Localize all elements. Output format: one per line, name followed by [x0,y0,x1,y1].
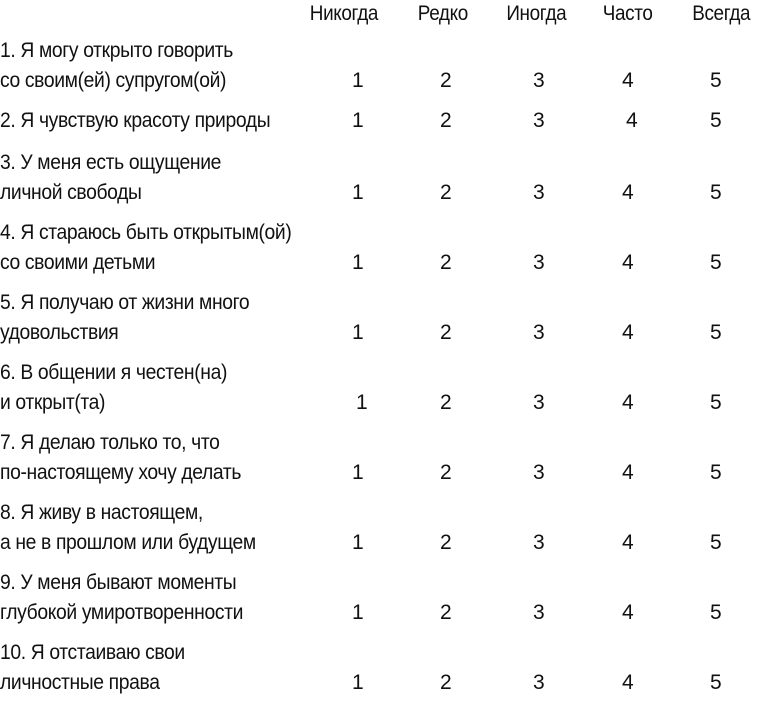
score-option-5[interactable]: 5 [710,321,722,344]
score-option-5[interactable]: 5 [710,601,722,624]
score-option-5[interactable]: 5 [710,251,722,274]
question-line: 2. Я чувствую красоту природы [0,109,271,132]
score-option-1[interactable]: 1 [352,321,364,344]
score-option-4[interactable]: 4 [622,321,634,344]
score-option-3[interactable]: 3 [533,531,545,554]
question-text [0,106,317,136]
question-line: по-настоящему хочу делать [0,461,242,484]
score-option-2[interactable]: 2 [440,109,452,132]
score-option-3[interactable]: 3 [533,461,545,484]
score-option-1[interactable]: 1 [352,531,364,554]
score-option-2[interactable]: 2 [440,321,452,344]
score-option-3[interactable]: 3 [533,601,545,624]
question-line: 5. Я получаю от жизни много [0,291,250,314]
score-option-2[interactable]: 2 [440,601,452,624]
header-never: Никогда [309,2,379,25]
question-text [0,638,317,698]
question-line: 1. Я могу открыто говорить [0,39,233,62]
question-line: 8. Я живу в настоящем, [0,501,203,524]
question-text [0,428,317,488]
question-line: личностные права [0,671,160,694]
question-item-10 [0,638,758,708]
score-option-2[interactable]: 2 [440,181,452,204]
question-line: 9. У меня бывают моменты [0,571,237,594]
score-option-1[interactable]: 1 [352,601,364,624]
score-option-4[interactable]: 4 [622,671,634,694]
score-option-3[interactable]: 3 [533,109,545,132]
question-text [0,568,317,628]
score-option-2[interactable]: 2 [440,531,452,554]
question-item-3 [0,148,758,218]
score-option-4[interactable]: 4 [626,109,638,132]
score-option-4[interactable]: 4 [622,531,634,554]
score-option-1[interactable]: 1 [352,461,364,484]
score-option-5[interactable]: 5 [710,671,722,694]
score-option-5[interactable]: 5 [710,461,722,484]
score-option-1[interactable]: 1 [352,109,364,132]
question-item-5 [0,288,758,358]
score-option-3[interactable]: 3 [533,251,545,274]
score-option-1[interactable]: 1 [356,391,368,414]
score-option-5[interactable]: 5 [710,109,722,132]
score-option-2[interactable]: 2 [440,461,452,484]
question-text [0,288,317,348]
question-line: со своим(ей) супругом(ой) [0,69,227,92]
question-line: глубокой умиротворенности [0,601,244,624]
question-line: удовольствия [0,321,119,344]
question-line: 4. Я стараюсь быть открытым(ой) [0,221,292,244]
score-option-5[interactable]: 5 [710,69,722,92]
score-option-4[interactable]: 4 [622,461,634,484]
header-always: Всегда [692,2,751,25]
score-option-2[interactable]: 2 [440,671,452,694]
question-line: 3. У меня есть ощущение [0,151,222,174]
question-line: 10. Я отстаиваю свои [0,641,185,664]
question-list [0,36,758,708]
question-item-8 [0,498,758,568]
score-option-2[interactable]: 2 [440,69,452,92]
score-option-2[interactable]: 2 [440,391,452,414]
score-option-3[interactable]: 3 [533,69,545,92]
score-option-4[interactable]: 4 [622,601,634,624]
question-line: 7. Я делаю только то, что [0,431,220,454]
scale-header [0,0,758,30]
score-option-5[interactable]: 5 [710,181,722,204]
question-text [0,218,317,278]
score-option-3[interactable]: 3 [533,181,545,204]
score-option-1[interactable]: 1 [352,69,364,92]
question-text [0,498,317,558]
score-option-1[interactable]: 1 [352,251,364,274]
question-item-2 [0,106,758,148]
header-rarely: Редко [417,2,468,25]
score-option-4[interactable]: 4 [622,391,634,414]
question-item-4 [0,218,758,288]
score-option-5[interactable]: 5 [710,531,722,554]
question-item-1 [0,36,758,106]
score-option-3[interactable]: 3 [533,671,545,694]
question-text [0,358,317,418]
score-option-4[interactable]: 4 [622,69,634,92]
question-line: и открыт(та) [0,391,106,414]
question-line: а не в прошлом или будущем [0,531,256,554]
score-option-1[interactable]: 1 [352,671,364,694]
question-line: личной свободы [0,181,142,204]
score-option-4[interactable]: 4 [622,181,634,204]
score-option-3[interactable]: 3 [533,391,545,414]
header-sometimes: Иногда [506,2,567,25]
question-line: 6. В общении я честен(на) [0,361,228,384]
score-option-2[interactable]: 2 [440,251,452,274]
question-item-6 [0,358,758,428]
header-often: Часто [602,2,653,25]
question-text [0,148,317,208]
score-option-5[interactable]: 5 [710,391,722,414]
score-option-3[interactable]: 3 [533,321,545,344]
question-line: со своими детьми [0,251,156,274]
question-item-7 [0,428,758,498]
score-option-4[interactable]: 4 [622,251,634,274]
score-option-1[interactable]: 1 [352,181,364,204]
question-text [0,36,317,96]
question-item-9 [0,568,758,638]
